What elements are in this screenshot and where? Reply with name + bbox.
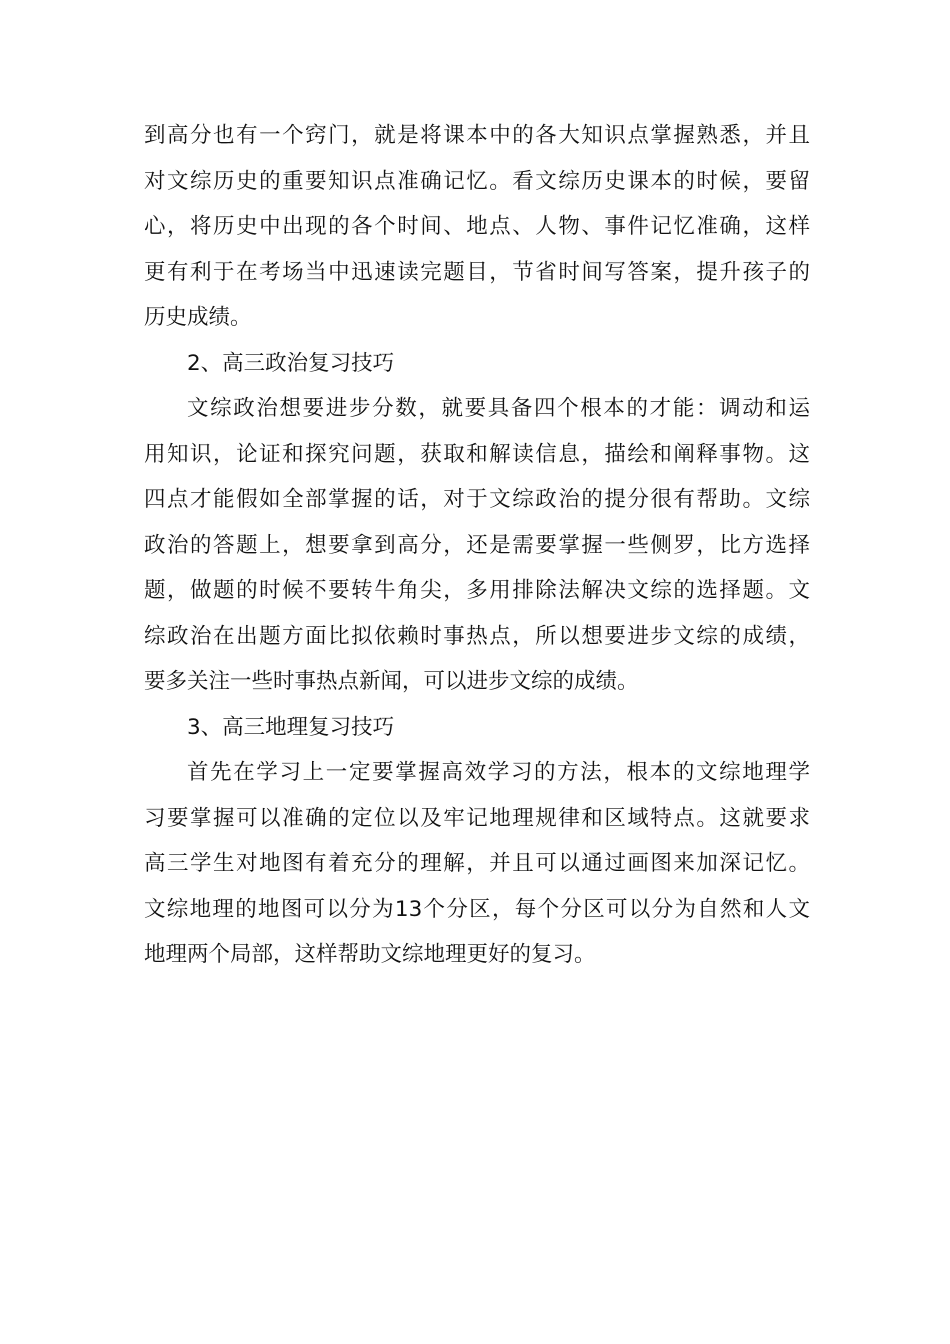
text-line: 题，做题的时候不要转牛角尖，多用排除法解决文综的选择题。文 (144, 578, 810, 603)
text-line: 心，将历史中出现的各个时间、地点、人物、事件记忆准确，这样 (144, 214, 810, 239)
text-line: 历史成绩。 (144, 305, 252, 330)
section-heading-geography: 3、高三地理复习技巧 (187, 714, 395, 740)
text-line: 到高分也有一个窍门，就是将课本中的各大知识点掌握熟悉，并且 (144, 123, 810, 148)
section-heading-politics: 2、高三政治复习技巧 (187, 350, 395, 376)
document-body (144, 113, 810, 978)
text-line: 四点才能假如全部掌握的话，对于文综政治的提分很有帮助。文综 (144, 487, 810, 512)
paragraph-geography (144, 750, 810, 978)
paragraph-history-continued (144, 113, 810, 341)
text-line: 文综地理的地图可以分为13个分区，每个分区可以分为自然和人文 (144, 896, 810, 922)
text-line: 用知识，论证和探究问题，获取和解读信息，描绘和阐释事物。这 (144, 441, 810, 467)
paragraph-politics (144, 386, 810, 705)
text-line: 文综政治想要进步分数，就要具备四个根本的才能：调动和运 (187, 396, 810, 421)
text-line: 对文综历史的重要知识点准确记忆。看文综历史课本的时候，要留 (144, 168, 810, 194)
text-line: 政治的答题上，想要拿到高分，还是需要掌握一些侧罗，比方选择 (144, 532, 810, 558)
text-line: 更有利于在考场当中迅速读完题目，节省时间写答案，提升孩子的 (144, 259, 810, 285)
text-line: 首先在学习上一定要掌握高效学习的方法，根本的文综地理学 (187, 760, 810, 785)
text-line: 高三学生对地图有着充分的理解，并且可以通过画图来加深记忆。 (144, 851, 810, 876)
text-line: 要多关注一些时事热点新闻，可以进步文综的成绩。 (144, 669, 639, 694)
text-line: 综政治在出题方面比拟依赖时事热点，所以想要进步文综的成绩， (144, 623, 810, 649)
text-line: 地理两个局部，这样帮助文综地理更好的复习。 (144, 942, 596, 967)
text-line: 习要掌握可以准确的定位以及牢记地理规律和区域特点。这就要求 (144, 805, 810, 831)
